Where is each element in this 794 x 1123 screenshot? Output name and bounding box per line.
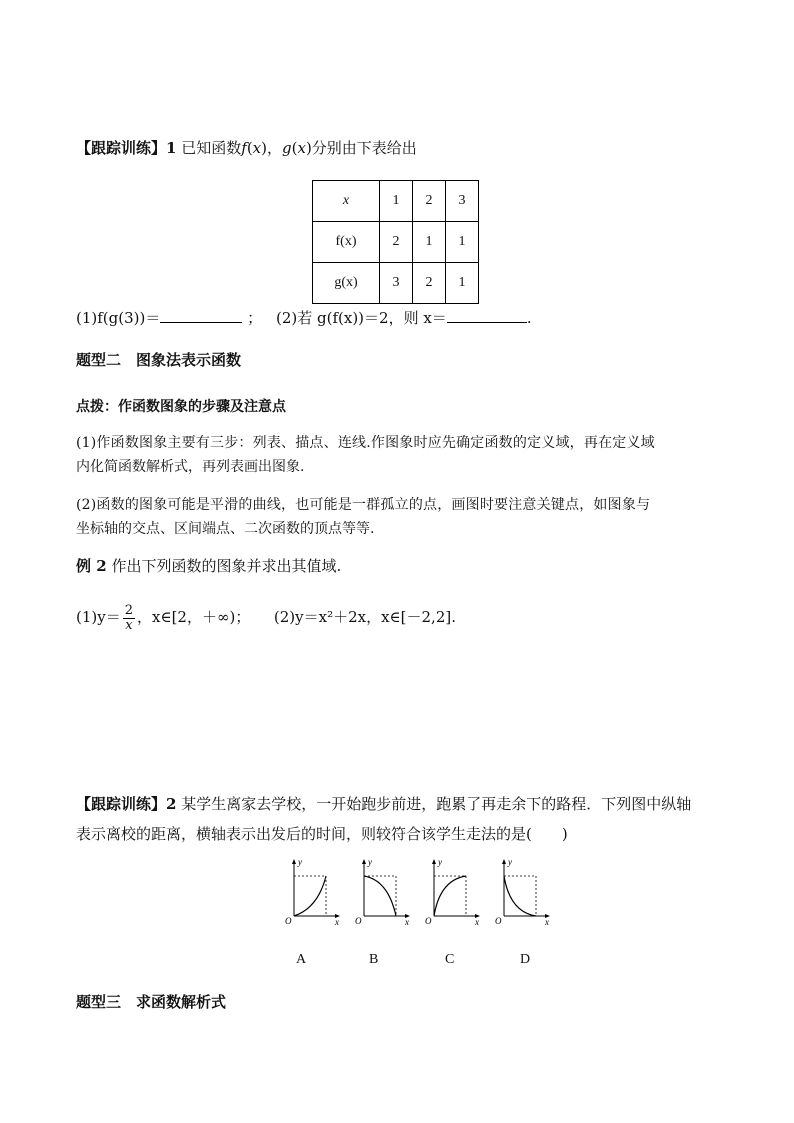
table-head-x: x — [313, 181, 380, 222]
axis-y-label: y — [438, 857, 442, 867]
tip-title: 点拨：作函数图象的步骤及注意点 — [76, 399, 286, 415]
axis-y-label: y — [368, 857, 372, 867]
function-2: (2)y＝x²＋2x，x∈[－2,2]. — [273, 608, 456, 626]
tip-p1-line2: 内化简函数解析式，再列表画出图象. — [76, 459, 305, 475]
y-arrow-icon — [432, 859, 436, 864]
table-cell: 3 — [380, 263, 413, 304]
example-2-tag: 例 2 — [76, 557, 107, 575]
training-1-text-b: 分别由下表给出 — [311, 139, 417, 157]
axis-x-label: x — [405, 917, 409, 926]
fx-name: f — [241, 139, 247, 157]
example-2-heading — [76, 556, 341, 576]
table-row — [313, 181, 479, 222]
table-row — [313, 222, 479, 263]
question-2-text: (2)若 g(f(x))＝2，则 x＝ — [276, 309, 447, 327]
curve-a — [294, 876, 326, 916]
question-2-end: . — [526, 309, 532, 327]
training-1-text-a: 已知函数 — [181, 139, 242, 157]
semicolon: ； — [247, 309, 263, 327]
question-1-text: (1)f(g(3))＝ — [76, 309, 161, 327]
y-arrow-icon — [362, 859, 366, 864]
curve-c — [434, 876, 466, 916]
training-2-line1 — [76, 794, 691, 814]
axis-y-label: y — [508, 857, 512, 867]
training-1-questions — [76, 308, 262, 328]
table-cell: 1 — [380, 181, 413, 222]
tip-p2-line2: 坐标轴的交点、区间端点、二次函数的顶点等等. — [76, 521, 375, 537]
option-label-a[interactable]: A — [296, 952, 307, 967]
table-cell: 2 — [413, 263, 446, 304]
axis-y-label: y — [298, 857, 302, 867]
axis-x-label: x — [475, 917, 479, 926]
graph-d[interactable] — [495, 857, 550, 926]
option-label-d[interactable]: D — [520, 952, 531, 967]
fraction-numerator: 2 — [124, 602, 134, 618]
option-graphs — [278, 856, 568, 926]
table-head-fx: f(x) — [313, 222, 380, 263]
curve-b — [364, 876, 396, 916]
graph-c[interactable] — [425, 857, 480, 926]
table-cell: 2 — [380, 222, 413, 263]
function-1-prefix: (1)y＝ — [76, 608, 121, 626]
gx-var: x — [297, 139, 306, 157]
table-cell: 1 — [446, 263, 479, 304]
table-head-gx: g(x) — [313, 263, 380, 304]
example-2-functions — [76, 600, 456, 634]
fx-var: x — [252, 139, 262, 157]
option-label-b[interactable]: B — [369, 952, 379, 967]
table-cell: 1 — [413, 222, 446, 263]
axis-x-label: x — [335, 917, 339, 926]
training-2-text-1: 某学生离家去学校，一开始跑步前进，跑累了再走余下的路程．下列图中纵轴 — [181, 795, 692, 813]
option-label-c[interactable]: C — [445, 952, 455, 967]
example-2-text: 作出下列函数的图象并求出其值域. — [111, 557, 342, 575]
training-2-line2: 表示离校的距离，横轴表示出发后的时间，则较符合该学生走法的是( ) — [76, 825, 568, 843]
graph-a[interactable] — [285, 857, 340, 926]
section-2-title: 题型二 图象法表示函数 — [76, 351, 242, 369]
training-2-tag: 【跟踪训练】2 — [76, 795, 177, 813]
fraction-denominator: x — [125, 617, 133, 633]
tip-p2-line1: (2)函数的图象可能是平滑的曲线，也可能是一群孤立的点，画图时要注意关键点，如图象与 — [76, 497, 651, 513]
table-row — [313, 263, 479, 304]
table-cell: 1 — [446, 222, 479, 263]
gx-name: g — [282, 139, 292, 157]
curve-d — [504, 876, 536, 916]
origin-label: O — [495, 916, 502, 926]
training-1-heading: 【跟踪训练】1 已知函数f(x)，g(x)分别由下表给出 — [76, 139, 417, 157]
section-3-title: 题型三 求函数解析式 — [76, 993, 227, 1011]
axis-x-label: x — [545, 917, 549, 926]
table-cell: 2 — [413, 181, 446, 222]
y-arrow-icon — [292, 859, 296, 864]
answer-blank-1[interactable] — [160, 308, 242, 323]
origin-label: O — [425, 916, 432, 926]
y-arrow-icon — [502, 859, 506, 864]
function-1-domain: ，x∈[2，＋∞)； — [137, 608, 251, 626]
fraction-2-over-x — [123, 604, 135, 633]
function-value-table — [312, 180, 479, 304]
origin-label: O — [355, 916, 362, 926]
tip-p1-line1: (1)作函数图象主要有三步：列表、描点、连线.作图象时应先确定函数的定义域，再在定义域 — [76, 435, 655, 451]
training-1-question-2 — [276, 308, 532, 328]
training-1-tag: 【跟踪训练】1 — [76, 139, 177, 157]
answer-blank-2[interactable] — [447, 308, 527, 323]
graph-b[interactable] — [355, 857, 410, 926]
origin-label: O — [285, 916, 292, 926]
table-cell: 3 — [446, 181, 479, 222]
